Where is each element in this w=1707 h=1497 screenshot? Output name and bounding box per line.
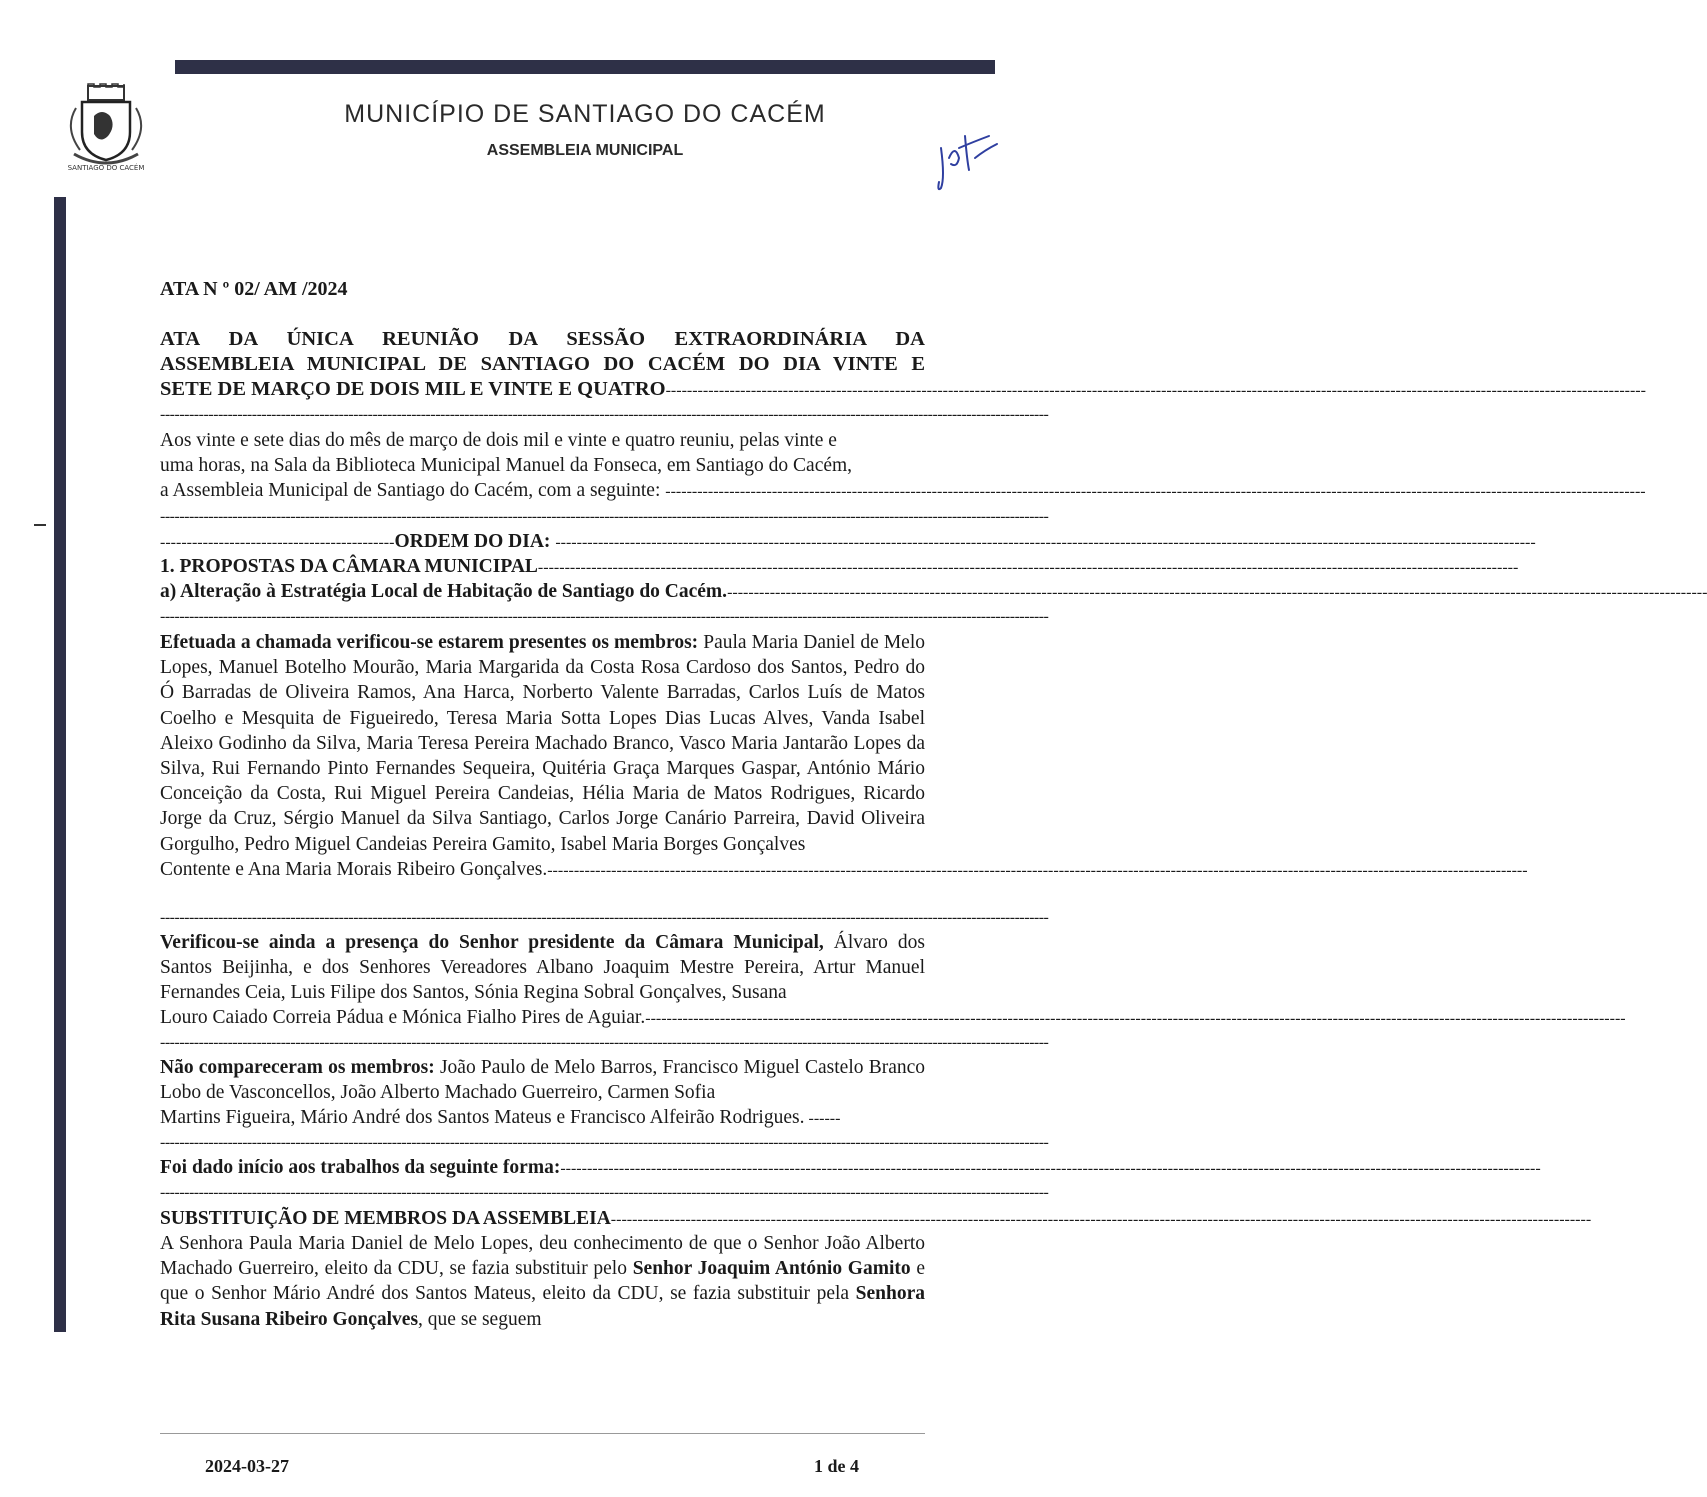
footer-rule	[160, 1433, 925, 1434]
separator-line: ----------------------------------------------------------------------------------------------------------------------------------------------------------------------------------------	[160, 406, 1049, 423]
footer-date: 2024-03-27	[205, 1456, 289, 1476]
separator-line: ----------------------------------------------------------------------------------------------------------------------------------------------------------------------------------------	[160, 1184, 1049, 1201]
separator-line: ----------------------------------------------------------------------------------------------------------------------------------------------------------------------------------------	[160, 608, 1049, 625]
presence-paragraph: Efetuada a chamada verificou-se estarem presentes os membros: Paula Maria Daniel de Melo Lopes, Manuel Botelho Mourão, Maria Margarida da Costa Rosa Cardoso dos Santos, Pedro do Ó Barradas de Oliveira Ramos, Ana Harca, Norberto Valente Barradas, Carlos Luís de Matos Coelho e Mesquita de Figueiredo, Teresa Maria Sotta Lopes Dias Lucas Alves, Vanda Isabel Aleixo Godinho da Silva, Maria Teresa Pereira Machado Branco, Vasco Maria Jantarão Lopes da Silva, Rui Fernando Pinto Fernandes Sequeira, Quitéria Graça Marques Gaspar, António Mário Conceição da Costa, Rui Miguel Pereira Candeias, Hélia Maria de Matos Rodrigues, Ricardo Jorge da Cruz, Sérgio Manuel da Silva Santiago, Carlos Jorge Canário Parreira, David Oliveira Gorgulho, Pedro Miguel Candeias Pereira Gamito, Isabel Maria Borges Gonçalves Contente e Ana Maria Morais Ribeiro Gonçalves.----------------------------------------------------------------------------------------------------------------------------------------------------------------------------------------	[160, 632, 1528, 880]
substitution-paragraph: A Senhora Paula Maria Daniel de Melo Lopes, deu conhecimento de que o Senhor João Alberto Machado Guerreiro, eleito da CDU, se fazia substituir pelo Senhor Joaquim António Gamito e que o Senhor Mário André dos Santos Mateus, eleito da CDU, se fazia substituir pela Senhora Rita Susana Ribeiro Gonçalves, que se seguem	[160, 1233, 925, 1330]
initials-signature-icon	[935, 128, 1010, 193]
svg-text:SANTIAGO DO CACÉM: SANTIAGO DO CACÉM	[67, 164, 145, 172]
margin-tick	[34, 524, 46, 526]
start-line: Foi dado início aos trabalhos da seguinte forma:----------------------------------------------------------------------------------------------------------------------------------------------------------------------------------------	[160, 1157, 1541, 1178]
margin-bar	[54, 197, 66, 1332]
document-heading: ATA DA ÚNICA REUNIÃO DA SESSÃO EXTRAORDINÁRIA DA ASSEMBLEIA MUNICIPAL DE SANTIAGO DO CACÉM DO DIA VINTE E SETE DE MARÇO DE DOIS MIL E VINTE E QUATRO----------------------------------------------------------------------------------------------------------------------------------------------------------------------------------------	[160, 328, 1646, 400]
separator-line: ----------------------------------------------------------------------------------------------------------------------------------------------------------------------------------------	[160, 1034, 1049, 1051]
intro-paragraph: Aos vinte e sete dias do mês de março de dois mil e vinte e quatro reuniu, pelas vinte e uma horas, na Sala da Biblioteca Municipal Manuel da Fonseca, em Santiago do Cacém, a Assembleia Municipal de Santiago do Cacém, com a seguinte: ----------------------------------------------------------------------------------------------------------------------------------------------------------------------------------------	[160, 430, 1646, 501]
separator-line: ----------------------------------------------------------------------------------------------------------------------------------------------------------------------------------------	[160, 508, 1049, 525]
substitution-title: SUBSTITUIÇÃO DE MEMBROS DA ASSEMBLEIA----------------------------------------------------------------------------------------------------------------------------------------------------------------------------------------	[160, 1208, 1592, 1229]
separator-line: ----------------------------------------------------------------------------------------------------------------------------------------------------------------------------------------	[160, 1134, 1049, 1151]
ata-number: ATA N º 02/ AM /2024	[160, 278, 348, 300]
municipal-crest-icon	[58, 82, 154, 174]
municipality-title: MUNICÍPIO DE SANTIAGO DO CACÉM	[344, 100, 826, 128]
agenda-item-1a: a) Alteração à Estratégia Local de Habitação de Santiago do Cacém.----------------------------------------------------------------------------------------------------------------------------------------------------------------------------------------	[160, 581, 1707, 602]
separator-line: ----------------------------------------------------------------------------------------------------------------------------------------------------------------------------------------	[160, 909, 1049, 926]
agenda-title: --------------------------------------------ORDEM DO DIA: ----------------------------------------------------------------------------------------------------------------------------------------------------------------------------------------	[160, 531, 1536, 552]
footer-page-number: 1 de 4	[814, 1456, 859, 1476]
camara-paragraph: Verificou-se ainda a presença do Senhor presidente da Câmara Municipal, Álvaro dos Santos Beijinha, e dos Senhores Vereadores Albano Joaquim Mestre Pereira, Artur Manuel Fernandes Ceia, Luis Filipe dos Santos, Sónia Regina Sobral Gonçalves, Susana Louro Caiado Correia Pádua e Mónica Fialho Pires de Aguiar.----------------------------------------------------------------------------------------------------------------------------------------------------------------------------------------	[160, 932, 1626, 1028]
absent-paragraph: Não compareceram os membros: João Paulo de Melo Barros, Francisco Miguel Castelo Branco Lobo de Vasconcellos, João Alberto Machado Guerreiro, Carmen Sofia Martins Figueira, Mário André dos Santos Mateus e Francisco Alfeirão Rodrigues. ------	[160, 1057, 925, 1128]
header-bar	[175, 60, 995, 74]
agenda-item-1: 1. PROPOSTAS DA CÂMARA MUNICIPAL----------------------------------------------------------------------------------------------------------------------------------------------------------------------------------------	[160, 556, 1519, 577]
assembly-subtitle: ASSEMBLEIA MUNICIPAL	[486, 142, 684, 159]
